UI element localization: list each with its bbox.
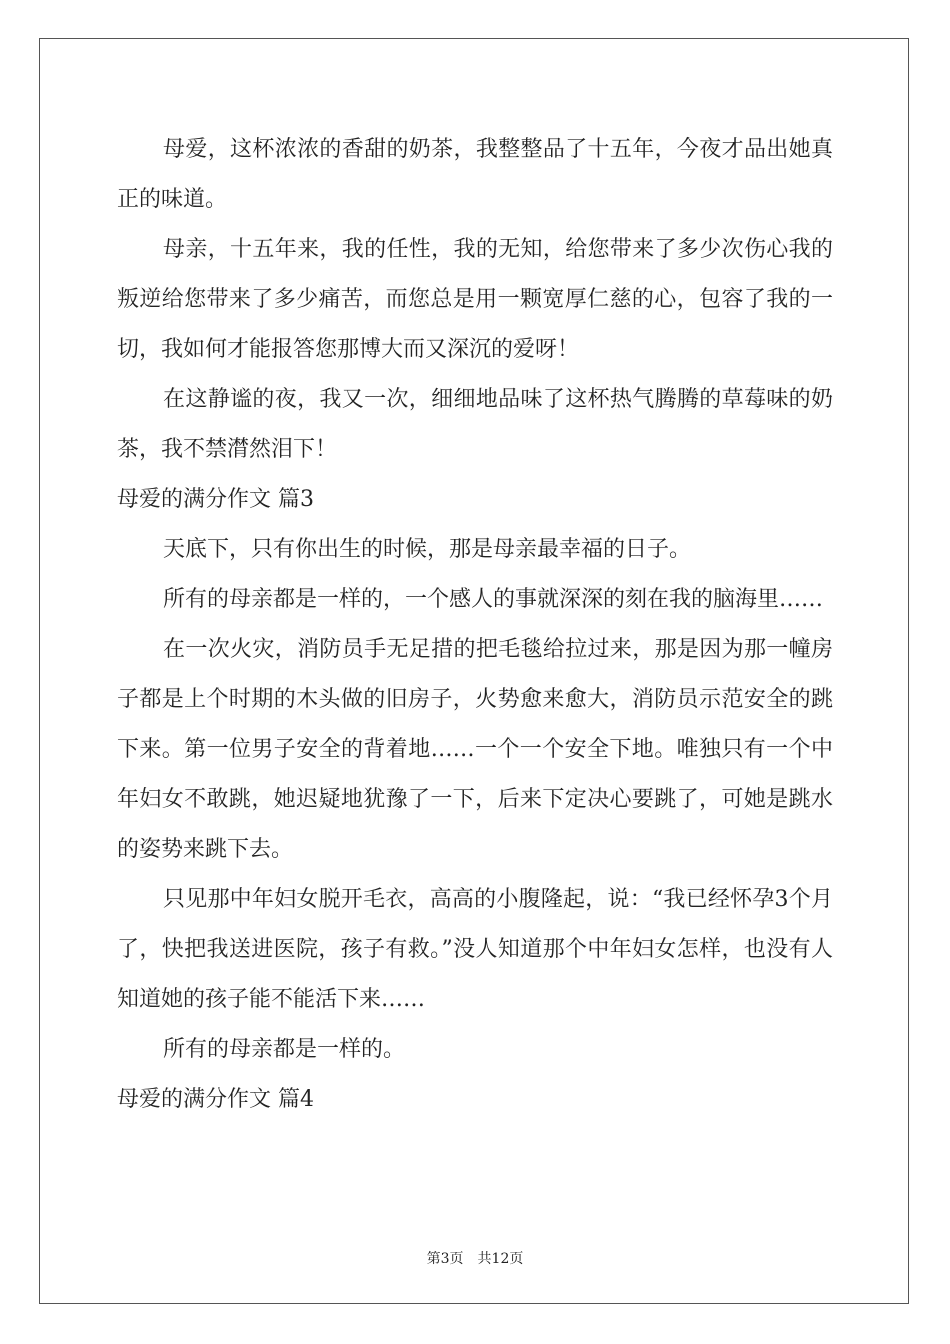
paragraph: 所有的母亲都是一样的，一个感人的事就深深的刻在我的脑海里…… — [163, 587, 824, 612]
document-body — [117, 125, 833, 1125]
paragraph: 在一次火灾，消防员手无足措的把毛毯给拉过来，那是因为那一幢房子都是上个时期的木头做的旧房子，火势愈来愈大，消防员示范安全的跳下来。第一位男子安全的背着地……一个一个安全下地。唯独只有一个中年妇女不敢跳，她迟疑地犹豫了一下，后来下定决心要跳了，可她是跳水的姿势来跳下去。 — [117, 637, 833, 862]
paragraph: 所有的母亲都是一样的。 — [163, 1037, 406, 1062]
paragraph: 母爱，这杯浓浓的香甜的奶茶，我整整品了十五年，今夜才品出她真正的味道。 — [117, 137, 833, 212]
paragraph: 天底下，只有你出生的时候，那是母亲最幸福的日子。 — [163, 537, 692, 562]
paragraph: 只见那中年妇女脱开毛衣，高高的小腹隆起，说：“我已经怀孕3个月了，快把我送进医院，孩子有救。”没人知道那个中年妇女怎样，也没有人知道她的孩子能不能活下来…… — [117, 887, 833, 1012]
page-footer — [0, 1248, 950, 1268]
page-number: 第3页 — [426, 1251, 464, 1267]
paragraph: 母亲，十五年来，我的任性，我的无知，给您带来了多少次伤心我的叛逆给您带来了多少痛苦，而您总是用一颗宽厚仁慈的心，包容了我的一切，我如何才能报答您那博大而又深沉的爱呀！ — [117, 237, 833, 362]
section-heading: 母爱的满分作文 篇4 — [117, 1087, 314, 1112]
total-pages: 共12页 — [477, 1251, 524, 1267]
paragraph: 在这静谧的夜，我又一次，细细地品味了这杯热气腾腾的草莓味的奶茶，我不禁潸然泪下！ — [117, 387, 833, 462]
section-heading: 母爱的满分作文 篇3 — [117, 487, 314, 512]
